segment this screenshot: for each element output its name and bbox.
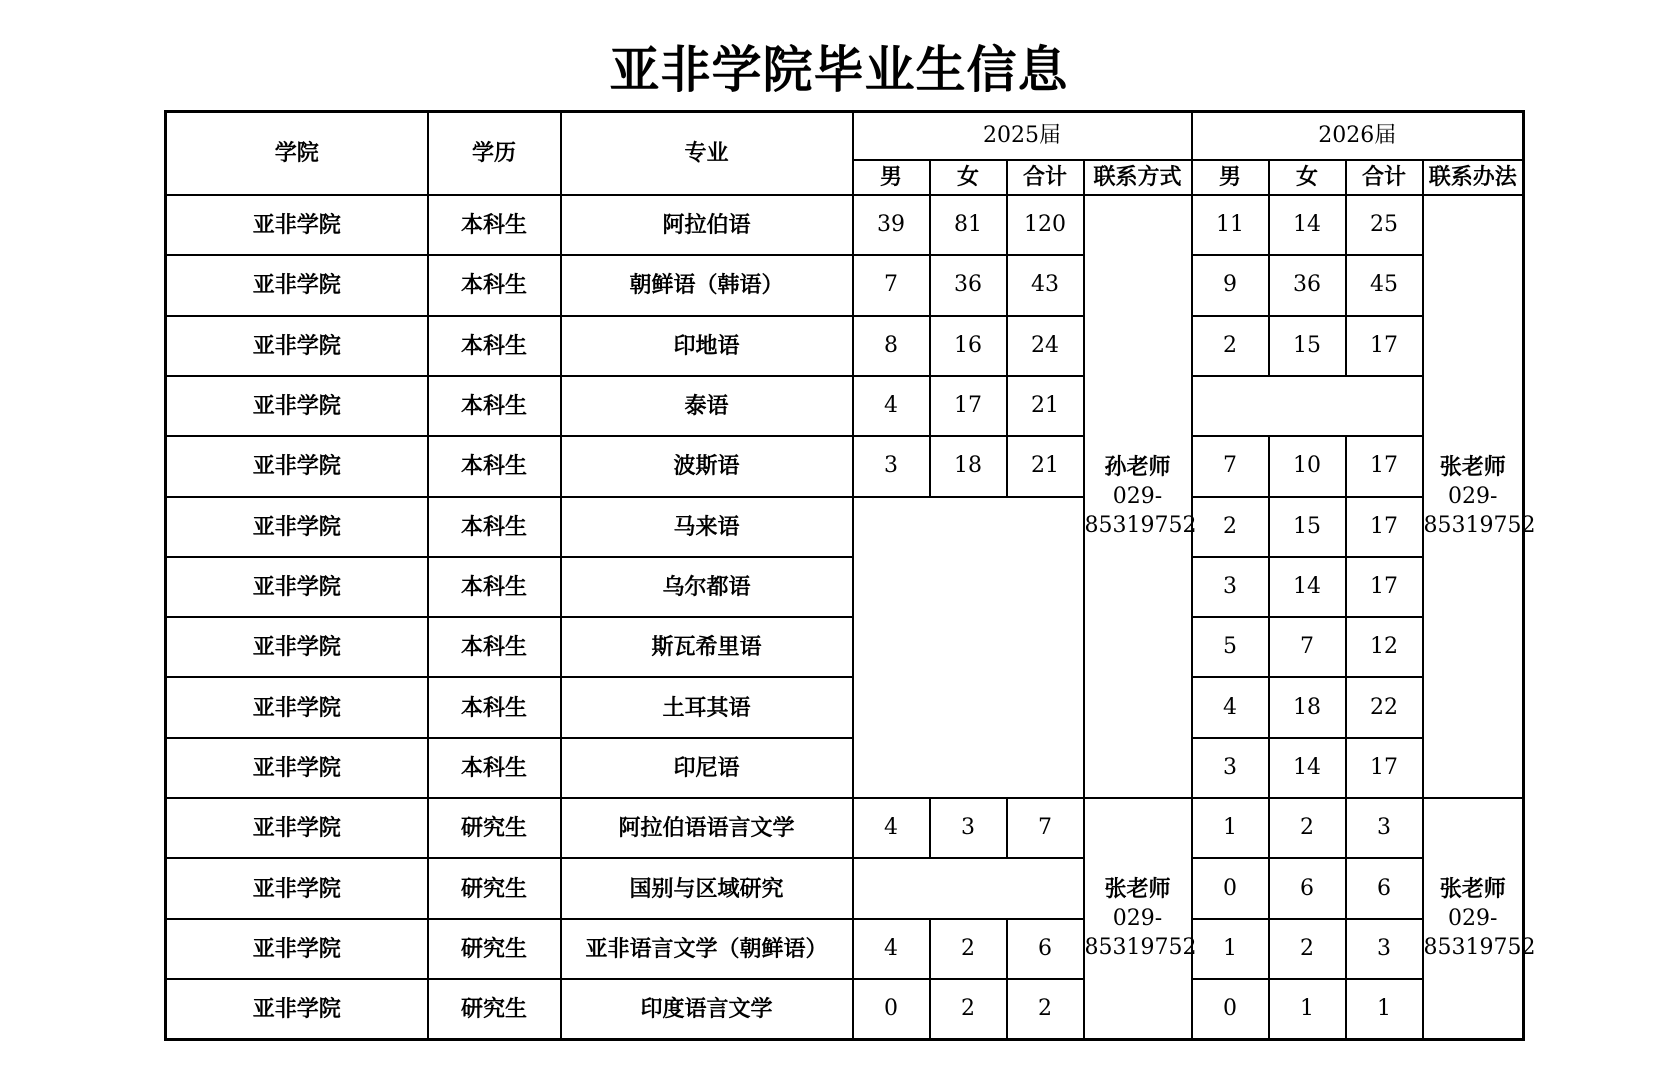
cell-total-2025: 7	[1007, 798, 1084, 858]
cell-male-2026: 1	[1192, 798, 1269, 858]
empty-cell-2026	[1192, 376, 1423, 436]
cell-female-2025: 81	[930, 195, 1007, 255]
cell-degree: 本科生	[428, 376, 561, 436]
cell-major: 朝鲜语（韩语）	[561, 255, 853, 315]
header-year-2025: 2025届	[853, 112, 1192, 160]
contact-phone-prefix: 029-	[1448, 906, 1498, 932]
contact-phone-number: 85319752	[1084, 513, 1197, 538]
cell-male-2026: 11	[1192, 195, 1269, 255]
cell-female-2025: 2	[930, 979, 1007, 1040]
header-contact-2025: 联系方式	[1084, 160, 1192, 195]
cell-male-2025: 0	[853, 979, 930, 1040]
cell-major: 阿拉伯语语言文学	[561, 798, 853, 858]
cell-total-2026: 17	[1346, 738, 1423, 798]
cell-male-2026: 4	[1192, 677, 1269, 737]
cell-college: 亚非学院	[166, 798, 428, 858]
cell-total-2026: 1	[1346, 979, 1423, 1040]
cell-college: 亚非学院	[166, 376, 428, 436]
cell-female-2026: 1	[1269, 979, 1346, 1040]
header-female-2026: 女	[1269, 160, 1346, 195]
table-row	[166, 858, 1524, 918]
table-row	[166, 738, 1524, 798]
cell-female-2026: 18	[1269, 677, 1346, 737]
cell-college: 亚非学院	[166, 557, 428, 617]
cell-total-2026: 45	[1346, 255, 1423, 315]
cell-major: 乌尔都语	[561, 557, 853, 617]
empty-cell-2025	[853, 497, 1084, 799]
cell-female-2026: 6	[1269, 858, 1346, 918]
cell-total-2026: 17	[1346, 436, 1423, 496]
cell-total-2025: 43	[1007, 255, 1084, 315]
cell-total-2026: 17	[1346, 497, 1423, 557]
cell-male-2026: 0	[1192, 979, 1269, 1040]
cell-male-2026: 3	[1192, 557, 1269, 617]
cell-male-2026: 9	[1192, 255, 1269, 315]
cell-male-2025: 3	[853, 436, 930, 496]
table-row	[166, 979, 1524, 1040]
header-female-2025: 女	[930, 160, 1007, 195]
cell-total-2026: 22	[1346, 677, 1423, 737]
cell-total-2025: 21	[1007, 376, 1084, 436]
table-row	[166, 497, 1524, 557]
cell-total-2026: 25	[1346, 195, 1423, 255]
cell-male-2025: 39	[853, 195, 930, 255]
table-row	[166, 677, 1524, 737]
cell-total-2025: 24	[1007, 316, 1084, 376]
header-male-2026: 男	[1192, 160, 1269, 195]
cell-female-2025: 18	[930, 436, 1007, 496]
table-row	[166, 798, 1524, 858]
cell-major: 泰语	[561, 376, 853, 436]
header-total-2025: 合计	[1007, 160, 1084, 195]
cell-college: 亚非学院	[166, 919, 428, 979]
cell-major: 土耳其语	[561, 677, 853, 737]
cell-major: 波斯语	[561, 436, 853, 496]
cell-female-2026: 36	[1269, 255, 1346, 315]
table-row	[166, 617, 1524, 677]
cell-total-2026: 17	[1346, 316, 1423, 376]
contact-2026-postgrad	[1423, 798, 1536, 1039]
table-row	[166, 255, 1524, 315]
cell-total-2025: 21	[1007, 436, 1084, 496]
cell-male-2026: 2	[1192, 497, 1269, 557]
cell-total-2026: 17	[1346, 557, 1423, 617]
contact-phone-prefix: 029-	[1448, 484, 1498, 509]
cell-major: 印度语言文学	[561, 979, 853, 1040]
cell-degree: 研究生	[428, 919, 561, 979]
cell-female-2026: 15	[1269, 497, 1346, 557]
cell-total-2026: 12	[1346, 617, 1423, 677]
cell-major: 阿拉伯语	[561, 195, 853, 255]
cell-male-2026: 1	[1192, 919, 1269, 979]
header-college: 学院	[166, 112, 428, 195]
cell-degree: 研究生	[428, 858, 561, 918]
contact-phone-prefix: 029-	[1112, 484, 1163, 509]
cell-degree: 本科生	[428, 195, 561, 255]
cell-major: 亚非语言文学（朝鲜语）	[561, 919, 853, 979]
cell-degree: 本科生	[428, 677, 561, 737]
cell-college: 亚非学院	[166, 738, 428, 798]
header-contact-2026: 联系办法	[1423, 160, 1524, 195]
table-row	[166, 316, 1524, 376]
cell-female-2025: 36	[930, 255, 1007, 315]
cell-female-2026: 2	[1269, 919, 1346, 979]
cell-female-2025: 3	[930, 798, 1007, 858]
cell-college: 亚非学院	[166, 255, 428, 315]
table-row	[166, 436, 1524, 496]
contact-2025-postgrad	[1084, 798, 1197, 1039]
cell-total-2025: 6	[1007, 919, 1084, 979]
cell-male-2026: 0	[1192, 858, 1269, 918]
cell-male-2025: 7	[853, 255, 930, 315]
cell-male-2026: 3	[1192, 738, 1269, 798]
cell-college: 亚非学院	[166, 677, 428, 737]
cell-degree: 本科生	[428, 316, 561, 376]
cell-total-2026: 3	[1346, 798, 1423, 858]
cell-degree: 本科生	[428, 557, 561, 617]
cell-degree: 本科生	[428, 738, 561, 798]
cell-major: 印地语	[561, 316, 853, 376]
contact-2025-undergrad	[1084, 195, 1197, 798]
cell-female-2025: 16	[930, 316, 1007, 376]
contact-2026-undergrad	[1423, 195, 1536, 798]
cell-college: 亚非学院	[166, 436, 428, 496]
cell-college: 亚非学院	[166, 316, 428, 376]
header-year-2026: 2026届	[1192, 112, 1524, 160]
header-male-2025: 男	[853, 160, 930, 195]
cell-female-2026: 10	[1269, 436, 1346, 496]
cell-total-2026: 6	[1346, 858, 1423, 918]
header-degree: 学历	[428, 112, 561, 195]
cell-college: 亚非学院	[166, 497, 428, 557]
cell-major: 印尼语	[561, 738, 853, 798]
cell-total-2025: 2	[1007, 979, 1084, 1040]
cell-female-2026: 2	[1269, 798, 1346, 858]
cell-female-2026: 14	[1269, 195, 1346, 255]
cell-degree: 本科生	[428, 255, 561, 315]
contact-phone-number: 85319752	[1423, 935, 1536, 961]
contact-phone-prefix: 029-	[1112, 906, 1163, 932]
cell-male-2026: 5	[1192, 617, 1269, 677]
contact-name: 张老师	[1439, 876, 1506, 903]
cell-degree: 研究生	[428, 979, 561, 1040]
cell-female-2025: 17	[930, 376, 1007, 436]
empty-cell-2025	[853, 858, 1084, 918]
cell-male-2026: 7	[1192, 436, 1269, 496]
cell-male-2025: 4	[853, 798, 930, 858]
cell-male-2025: 4	[853, 376, 930, 436]
contact-phone-number: 85319752	[1084, 935, 1197, 961]
cell-degree: 本科生	[428, 497, 561, 557]
table-row	[166, 557, 1524, 617]
contact-name: 张老师	[1439, 454, 1506, 480]
cell-major: 马来语	[561, 497, 853, 557]
cell-degree: 研究生	[428, 798, 561, 858]
contact-name: 孙老师	[1104, 454, 1171, 480]
cell-female-2025: 2	[930, 919, 1007, 979]
cell-female-2026: 14	[1269, 738, 1346, 798]
table-row	[166, 919, 1524, 979]
cell-college: 亚非学院	[166, 195, 428, 255]
graduate-info-table	[164, 110, 1536, 1041]
cell-total-2025: 120	[1007, 195, 1084, 255]
cell-major: 斯瓦希里语	[561, 617, 853, 677]
cell-college: 亚非学院	[166, 979, 428, 1040]
cell-male-2026: 2	[1192, 316, 1269, 376]
cell-college: 亚非学院	[166, 617, 428, 677]
contact-phone-number: 85319752	[1423, 513, 1536, 538]
cell-total-2026: 3	[1346, 919, 1423, 979]
cell-major: 国别与区域研究	[561, 858, 853, 918]
contact-name: 张老师	[1104, 876, 1171, 903]
cell-female-2026: 14	[1269, 557, 1346, 617]
header-total-2026: 合计	[1346, 160, 1423, 195]
cell-male-2025: 8	[853, 316, 930, 376]
cell-male-2025: 4	[853, 919, 930, 979]
header-major: 专业	[561, 112, 853, 195]
cell-female-2026: 15	[1269, 316, 1346, 376]
header-row-1	[166, 112, 1524, 160]
cell-degree: 本科生	[428, 617, 561, 677]
cell-college: 亚非学院	[166, 858, 428, 918]
page-title: 亚非学院毕业生信息	[609, 40, 1069, 99]
table-row	[166, 376, 1524, 436]
table-row	[166, 195, 1524, 255]
cell-female-2026: 7	[1269, 617, 1346, 677]
cell-degree: 本科生	[428, 436, 561, 496]
